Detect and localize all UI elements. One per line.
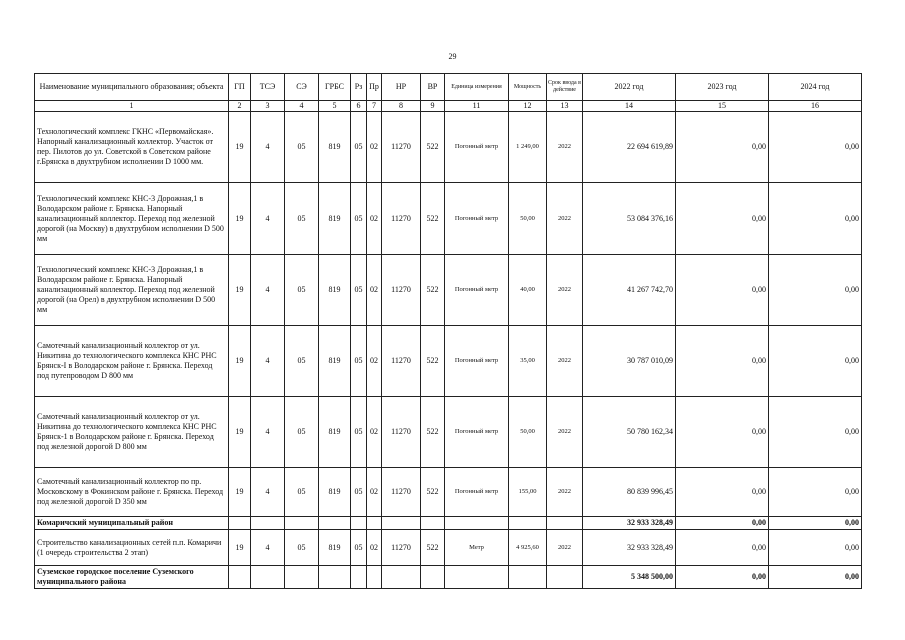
row-pr: 02 bbox=[367, 468, 382, 517]
row-name: Самотечный канализационный коллектор от ул. Никитина до технологического комплекса КНС РНС Брянск-I в Володарском районе г. Брянска. Переход под путепроводом D 800 мм bbox=[35, 326, 229, 397]
row-2023: 0,00 bbox=[676, 397, 769, 468]
row-name: Самотечный канализационный коллектор по пр. Московскому в Фокинском районе г. Брянска. Переход под железной дорогой D 350 мм bbox=[35, 468, 229, 517]
row-se: 05 bbox=[285, 530, 319, 566]
section-2022: 5 348 500,00 bbox=[583, 566, 676, 589]
row-rz: 05 bbox=[351, 468, 367, 517]
header-grbs: ГРБС bbox=[319, 74, 351, 101]
header-power: Мощность bbox=[509, 74, 547, 101]
table-row bbox=[35, 255, 862, 326]
row-2024: 0,00 bbox=[769, 255, 862, 326]
section-2022: 32 933 328,49 bbox=[583, 517, 676, 530]
header-2023: 2023 год bbox=[676, 74, 769, 101]
row-2023: 0,00 bbox=[676, 183, 769, 255]
row-unit: Погонный метр bbox=[445, 183, 509, 255]
header-2024: 2024 год bbox=[769, 74, 862, 101]
row-gp: 19 bbox=[229, 530, 251, 566]
colnum: 13 bbox=[547, 101, 583, 112]
row-rz: 05 bbox=[351, 112, 367, 183]
section-name: Суземское городское поселение Суземского муниципального района bbox=[35, 566, 229, 589]
colnum: 11 bbox=[445, 101, 509, 112]
row-nr: 11270 bbox=[382, 530, 421, 566]
row-se: 05 bbox=[285, 183, 319, 255]
row-power: 40,00 bbox=[509, 255, 547, 326]
table-row bbox=[35, 326, 862, 397]
row-tse: 4 bbox=[251, 397, 285, 468]
header-vr: ВР bbox=[421, 74, 445, 101]
row-2022: 50 780 162,34 bbox=[583, 397, 676, 468]
row-gp: 19 bbox=[229, 183, 251, 255]
row-vr: 522 bbox=[421, 183, 445, 255]
header-2022: 2022 год bbox=[583, 74, 676, 101]
table-row bbox=[35, 397, 862, 468]
row-pr: 02 bbox=[367, 183, 382, 255]
colnum: 4 bbox=[285, 101, 319, 112]
row-se: 05 bbox=[285, 397, 319, 468]
header-name: Наименование муниципального образования; объекта bbox=[35, 74, 229, 101]
row-term: 2022 bbox=[547, 468, 583, 517]
row-power: 50,00 bbox=[509, 183, 547, 255]
row-grbs: 819 bbox=[319, 183, 351, 255]
row-term: 2022 bbox=[547, 397, 583, 468]
colnum: 8 bbox=[382, 101, 421, 112]
row-grbs: 819 bbox=[319, 530, 351, 566]
row-pr: 02 bbox=[367, 397, 382, 468]
row-nr: 11270 bbox=[382, 397, 421, 468]
header-tse: ТСЭ bbox=[251, 74, 285, 101]
row-2024: 0,00 bbox=[769, 112, 862, 183]
colnum: 5 bbox=[319, 101, 351, 112]
row-vr: 522 bbox=[421, 112, 445, 183]
header-rz: Рз bbox=[351, 74, 367, 101]
row-term: 2022 bbox=[547, 255, 583, 326]
colnum: 1 bbox=[35, 101, 229, 112]
row-gp: 19 bbox=[229, 397, 251, 468]
row-vr: 522 bbox=[421, 468, 445, 517]
header-row bbox=[35, 74, 862, 101]
row-name: Строительство канализационных сетей п.п. Комаричи (1 очередь строительства 2 этап) bbox=[35, 530, 229, 566]
row-se: 05 bbox=[285, 112, 319, 183]
row-power: 155,00 bbox=[509, 468, 547, 517]
row-2022: 32 933 328,49 bbox=[583, 530, 676, 566]
row-se: 05 bbox=[285, 326, 319, 397]
row-rz: 05 bbox=[351, 255, 367, 326]
header-pr: Пр bbox=[367, 74, 382, 101]
row-unit: Метр bbox=[445, 530, 509, 566]
colnum: 3 bbox=[251, 101, 285, 112]
row-2022: 80 839 996,45 bbox=[583, 468, 676, 517]
row-grbs: 819 bbox=[319, 255, 351, 326]
row-name: Технологический комплекс КНС-3 Дорожная,1 в Володарском районе г. Брянска. Напорный канализационный коллектор. Переход под железной дорогой (на Орел) в двухтрубном исполнении D 500 мм bbox=[35, 255, 229, 326]
row-unit: Погонный метр bbox=[445, 112, 509, 183]
row-pr: 02 bbox=[367, 326, 382, 397]
row-se: 05 bbox=[285, 255, 319, 326]
row-2022: 41 267 742,70 bbox=[583, 255, 676, 326]
table-row bbox=[35, 530, 862, 566]
row-grbs: 819 bbox=[319, 468, 351, 517]
row-rz: 05 bbox=[351, 326, 367, 397]
header-term: Срок ввода в действие bbox=[547, 74, 583, 101]
header-se: СЭ bbox=[285, 74, 319, 101]
colnum: 6 bbox=[351, 101, 367, 112]
table-row bbox=[35, 183, 862, 255]
row-grbs: 819 bbox=[319, 326, 351, 397]
column-number-row bbox=[35, 101, 862, 112]
row-term: 2022 bbox=[547, 183, 583, 255]
row-2023: 0,00 bbox=[676, 255, 769, 326]
row-pr: 02 bbox=[367, 530, 382, 566]
row-vr: 522 bbox=[421, 530, 445, 566]
colnum: 2 bbox=[229, 101, 251, 112]
row-2023: 0,00 bbox=[676, 112, 769, 183]
header-nr: НР bbox=[382, 74, 421, 101]
row-2024: 0,00 bbox=[769, 183, 862, 255]
row-vr: 522 bbox=[421, 326, 445, 397]
row-unit: Погонный метр bbox=[445, 397, 509, 468]
budget-table bbox=[34, 73, 862, 589]
row-term: 2022 bbox=[547, 530, 583, 566]
row-power: 4 925,60 bbox=[509, 530, 547, 566]
row-2024: 0,00 bbox=[769, 468, 862, 517]
row-power: 50,00 bbox=[509, 397, 547, 468]
row-pr: 02 bbox=[367, 112, 382, 183]
row-name: Самотечный канализационный коллектор от ул. Никитина до технологического комплекса КНС РНС Брянск-1 в Володарском районе г. Брянска. Переход под железной дорогой D 800 мм bbox=[35, 397, 229, 468]
row-nr: 11270 bbox=[382, 326, 421, 397]
row-tse: 4 bbox=[251, 468, 285, 517]
colnum: 14 bbox=[583, 101, 676, 112]
section-2024: 0,00 bbox=[769, 517, 862, 530]
table-row bbox=[35, 112, 862, 183]
row-2024: 0,00 bbox=[769, 397, 862, 468]
section-row bbox=[35, 566, 862, 589]
row-vr: 522 bbox=[421, 255, 445, 326]
row-tse: 4 bbox=[251, 530, 285, 566]
row-2024: 0,00 bbox=[769, 530, 862, 566]
row-2023: 0,00 bbox=[676, 468, 769, 517]
section-2023: 0,00 bbox=[676, 517, 769, 530]
row-unit: Погонный метр bbox=[445, 255, 509, 326]
row-2024: 0,00 bbox=[769, 326, 862, 397]
table-row bbox=[35, 468, 862, 517]
row-pr: 02 bbox=[367, 255, 382, 326]
row-tse: 4 bbox=[251, 255, 285, 326]
row-tse: 4 bbox=[251, 112, 285, 183]
row-rz: 05 bbox=[351, 397, 367, 468]
header-gp: ГП bbox=[229, 74, 251, 101]
row-gp: 19 bbox=[229, 326, 251, 397]
colnum: 7 bbox=[367, 101, 382, 112]
row-nr: 11270 bbox=[382, 112, 421, 183]
row-unit: Погонный метр bbox=[445, 326, 509, 397]
colnum: 16 bbox=[769, 101, 862, 112]
row-vr: 522 bbox=[421, 397, 445, 468]
row-name: Технологический комплекс ГКНС «Первомайская». Напорный канализационный коллектор. Участок от пер. Пилотов до ул. Советской в Советском районе г.Брянска в двухтрубном исполнении D 1000 мм. bbox=[35, 112, 229, 183]
row-power: 35,00 bbox=[509, 326, 547, 397]
row-2022: 53 084 376,16 bbox=[583, 183, 676, 255]
row-unit: Погонный метр bbox=[445, 468, 509, 517]
page-number: 29 bbox=[448, 52, 457, 61]
row-nr: 11270 bbox=[382, 255, 421, 326]
row-gp: 19 bbox=[229, 255, 251, 326]
row-power: 1 249,00 bbox=[509, 112, 547, 183]
colnum: 9 bbox=[421, 101, 445, 112]
row-grbs: 819 bbox=[319, 112, 351, 183]
row-nr: 11270 bbox=[382, 468, 421, 517]
row-rz: 05 bbox=[351, 183, 367, 255]
colnum: 15 bbox=[676, 101, 769, 112]
row-2023: 0,00 bbox=[676, 530, 769, 566]
row-term: 2022 bbox=[547, 112, 583, 183]
section-row bbox=[35, 517, 862, 530]
colnum: 12 bbox=[509, 101, 547, 112]
header-unit: Единица измерения bbox=[445, 74, 509, 101]
row-gp: 19 bbox=[229, 112, 251, 183]
row-term: 2022 bbox=[547, 326, 583, 397]
section-name: Комаричский муниципальный район bbox=[35, 517, 229, 530]
row-name: Технологический комплекс КНС-3 Дорожная,1 в Володарском районе г. Брянска. Напорный канализационный коллектор. Переход под железной дорогой (на Москву) в двухтрубном исполнении D 500 мм bbox=[35, 183, 229, 255]
row-gp: 19 bbox=[229, 468, 251, 517]
row-nr: 11270 bbox=[382, 183, 421, 255]
row-grbs: 819 bbox=[319, 397, 351, 468]
row-rz: 05 bbox=[351, 530, 367, 566]
row-2022: 30 787 010,09 bbox=[583, 326, 676, 397]
row-se: 05 bbox=[285, 468, 319, 517]
row-2023: 0,00 bbox=[676, 326, 769, 397]
row-2022: 22 694 619,89 bbox=[583, 112, 676, 183]
section-2023: 0,00 bbox=[676, 566, 769, 589]
row-tse: 4 bbox=[251, 326, 285, 397]
section-2024: 0,00 bbox=[769, 566, 862, 589]
row-tse: 4 bbox=[251, 183, 285, 255]
